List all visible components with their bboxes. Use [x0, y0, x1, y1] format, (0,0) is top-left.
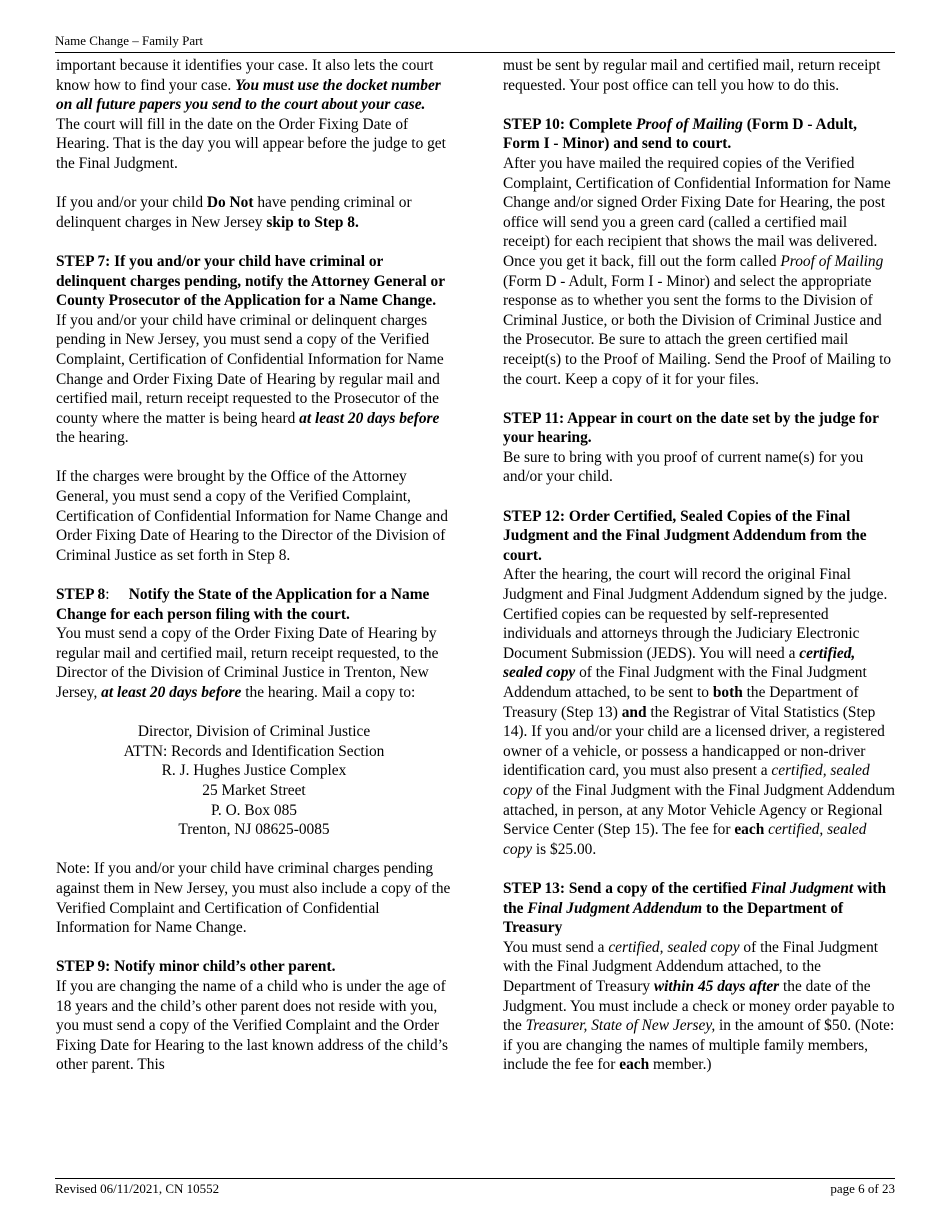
address-line: Trenton, NJ 08625-0085 — [178, 821, 330, 839]
paragraph-docket: important because it identifies your case. It also lets the court know how to find your case. You must use the docket number on all future papers you send to the court about your case. The court will fill in the date on the Order Fixing Date of Hearing. That is the day you will appear before the judge to get the Final Judgment. — [56, 57, 446, 172]
step8-body: You must send a copy of the Order Fixing Date of Hearing by regular mail and certified mail, return receipt requested, to the Director of the Division of Criminal Justice in Trenton, New Jersey, at least 20 days before the hearing. Mail a copy to: — [56, 625, 439, 701]
step13-body: You must send a certified, sealed copy of the Final Judgment with the Final Judgment Addendum attached, to the Department of Treasury within 45 days after the date of the Judgment. You must include a check or money order payable to the Treasurer, State of New Jersey, in the amount of $50. (Note: if you are changing the names of multiple family members, include the fee for each member.) — [503, 938, 895, 1074]
footer-rule — [55, 1178, 895, 1179]
step11-heading: STEP 11: Appear in court on the date set by the judge for your hearing. — [503, 409, 879, 447]
footer-page-number: page 6 of 23 — [830, 1181, 895, 1196]
step10-heading: STEP 10: Complete Proof of Mailing (Form D - Adult, Form I - Minor) and send to court. — [503, 115, 857, 153]
mailing-address — [56, 722, 452, 840]
step7-body: If you and/or your child have criminal or delinquent charges pending in New Jersey, you must send a copy of the Verified Complaint, Certification of Confidential Information for Name Change and Order Fixing Date of Hearing by regular mail and certified mail, return receipt requested to the Prosecutor of the county where the matter is being heard at least 20 days before the hearing. — [56, 311, 444, 447]
step10-body: After you have mailed the required copies of the Verified Complaint, Certification of Confidential Information for Name Change and/or signed Order Fixing Date for Hearing, the post office will send you a green card (called a certified mail receipt) for each recipient that shows the mail was delivered. Once you get it back, fill out the form called Proof of Mailing (Form D - Adult, Form I - Minor) and select the appropriate response as to whether you sent the forms to the Division of Criminal Justice, or both the Division of Criminal Justice and the Prosecutor. Be sure to attach the green certified mail receipt(s) to the Proof of Mailing. Send the Proof of Mailing to the court. Keep a copy of it for your files. — [503, 154, 892, 388]
right-column — [503, 56, 897, 1075]
header-rule — [55, 52, 895, 53]
step7-attorney-general: If the charges were brought by the Office of the Attorney General, you must send a copy of the Verified Complaint, Certification of Confidential Information for Name Change and Order Fixing Date of Hearing to the Director of the Division of Criminal Justice as set forth in Step 8. — [56, 468, 448, 564]
left-column — [56, 56, 452, 1075]
paragraph-skip-step: If you and/or your child Do Not have pending criminal or delinquent charges in New Jersey skip to Step 8. — [56, 194, 412, 231]
step12-body: After the hearing, the court will record the original Final Judgment and Final Judgment Addendum signed by the judge. Certified copies can be requested by self-represented individuals and attorneys through the Judiciary Electronic Document Submission (JEDS). You will need a certified, sealed copy of the Final Judgment with the Final Judgment Addendum attached, to be sent to both the Department of Treasury (Step 13) and the Registrar of Vital Statistics (Step 14). If you and/or your child are a licensed driver, a registered owner of a vehicle, or possess a handicapped or non-driver identification card, you must also present a certified, sealed copy of the Final Judgment with the Final Judgment Addendum attached, in person, at any Motor Vehicle Agency or Regional Service Center (Step 15). The fee for each certified, sealed copy is $25.00. — [503, 566, 895, 858]
footer-revision: Revised 06/11/2021, CN 10552 — [55, 1181, 220, 1196]
step8-heading: STEP 8: Notify the State of the Application for a Name Change for each person filing with the court. — [56, 586, 430, 623]
step13-heading: STEP 13: Send a copy of the certified Final Judgment with the Final Judgment Addendum to the Department of Treasury — [503, 879, 887, 937]
step11-body: Be sure to bring with you proof of current name(s) for you and/or your child. — [503, 448, 864, 486]
address-line: R. J. Hughes Justice Complex — [161, 762, 347, 780]
step9-body: If you are changing the name of a child who is under the age of 18 years and the child’s other parent does not reside with you, you must send a copy of the Verified Complaint and the Order Fixing Date for Hearing to the last known address of the child’s other parent. This — [56, 977, 448, 1074]
step12-heading: STEP 12: Order Certified, Sealed Copies of the Final Judgment and the Final Judgment Addendum from the court. — [503, 507, 867, 564]
note-criminal-charges: Note: If you and/or your child have criminal charges pending against them in New Jersey, you must also include a copy of the Verified Complaint and Certification of Confidential Information for Name Change. — [56, 860, 451, 937]
address-line: Director, Division of Criminal Justice — [137, 723, 371, 741]
paragraph-continued: must be sent by regular mail and certified mail, return receipt requested. Your post office can tell you how to do this. — [503, 57, 881, 94]
address-line: ATTN: Records and Identification Section — [123, 742, 385, 760]
page-header-title: Name Change – Family Part — [55, 33, 204, 48]
address-line: P. O. Box 085 — [211, 801, 297, 819]
address-line: 25 Market Street — [202, 781, 306, 799]
step7-heading: STEP 7: If you and/or your child have criminal or delinquent charges pending, notify the Attorney General or County Prosecutor of the Application for a Name Change. — [56, 252, 445, 310]
step9-heading: STEP 9: Notify minor child’s other parent. — [56, 958, 336, 976]
